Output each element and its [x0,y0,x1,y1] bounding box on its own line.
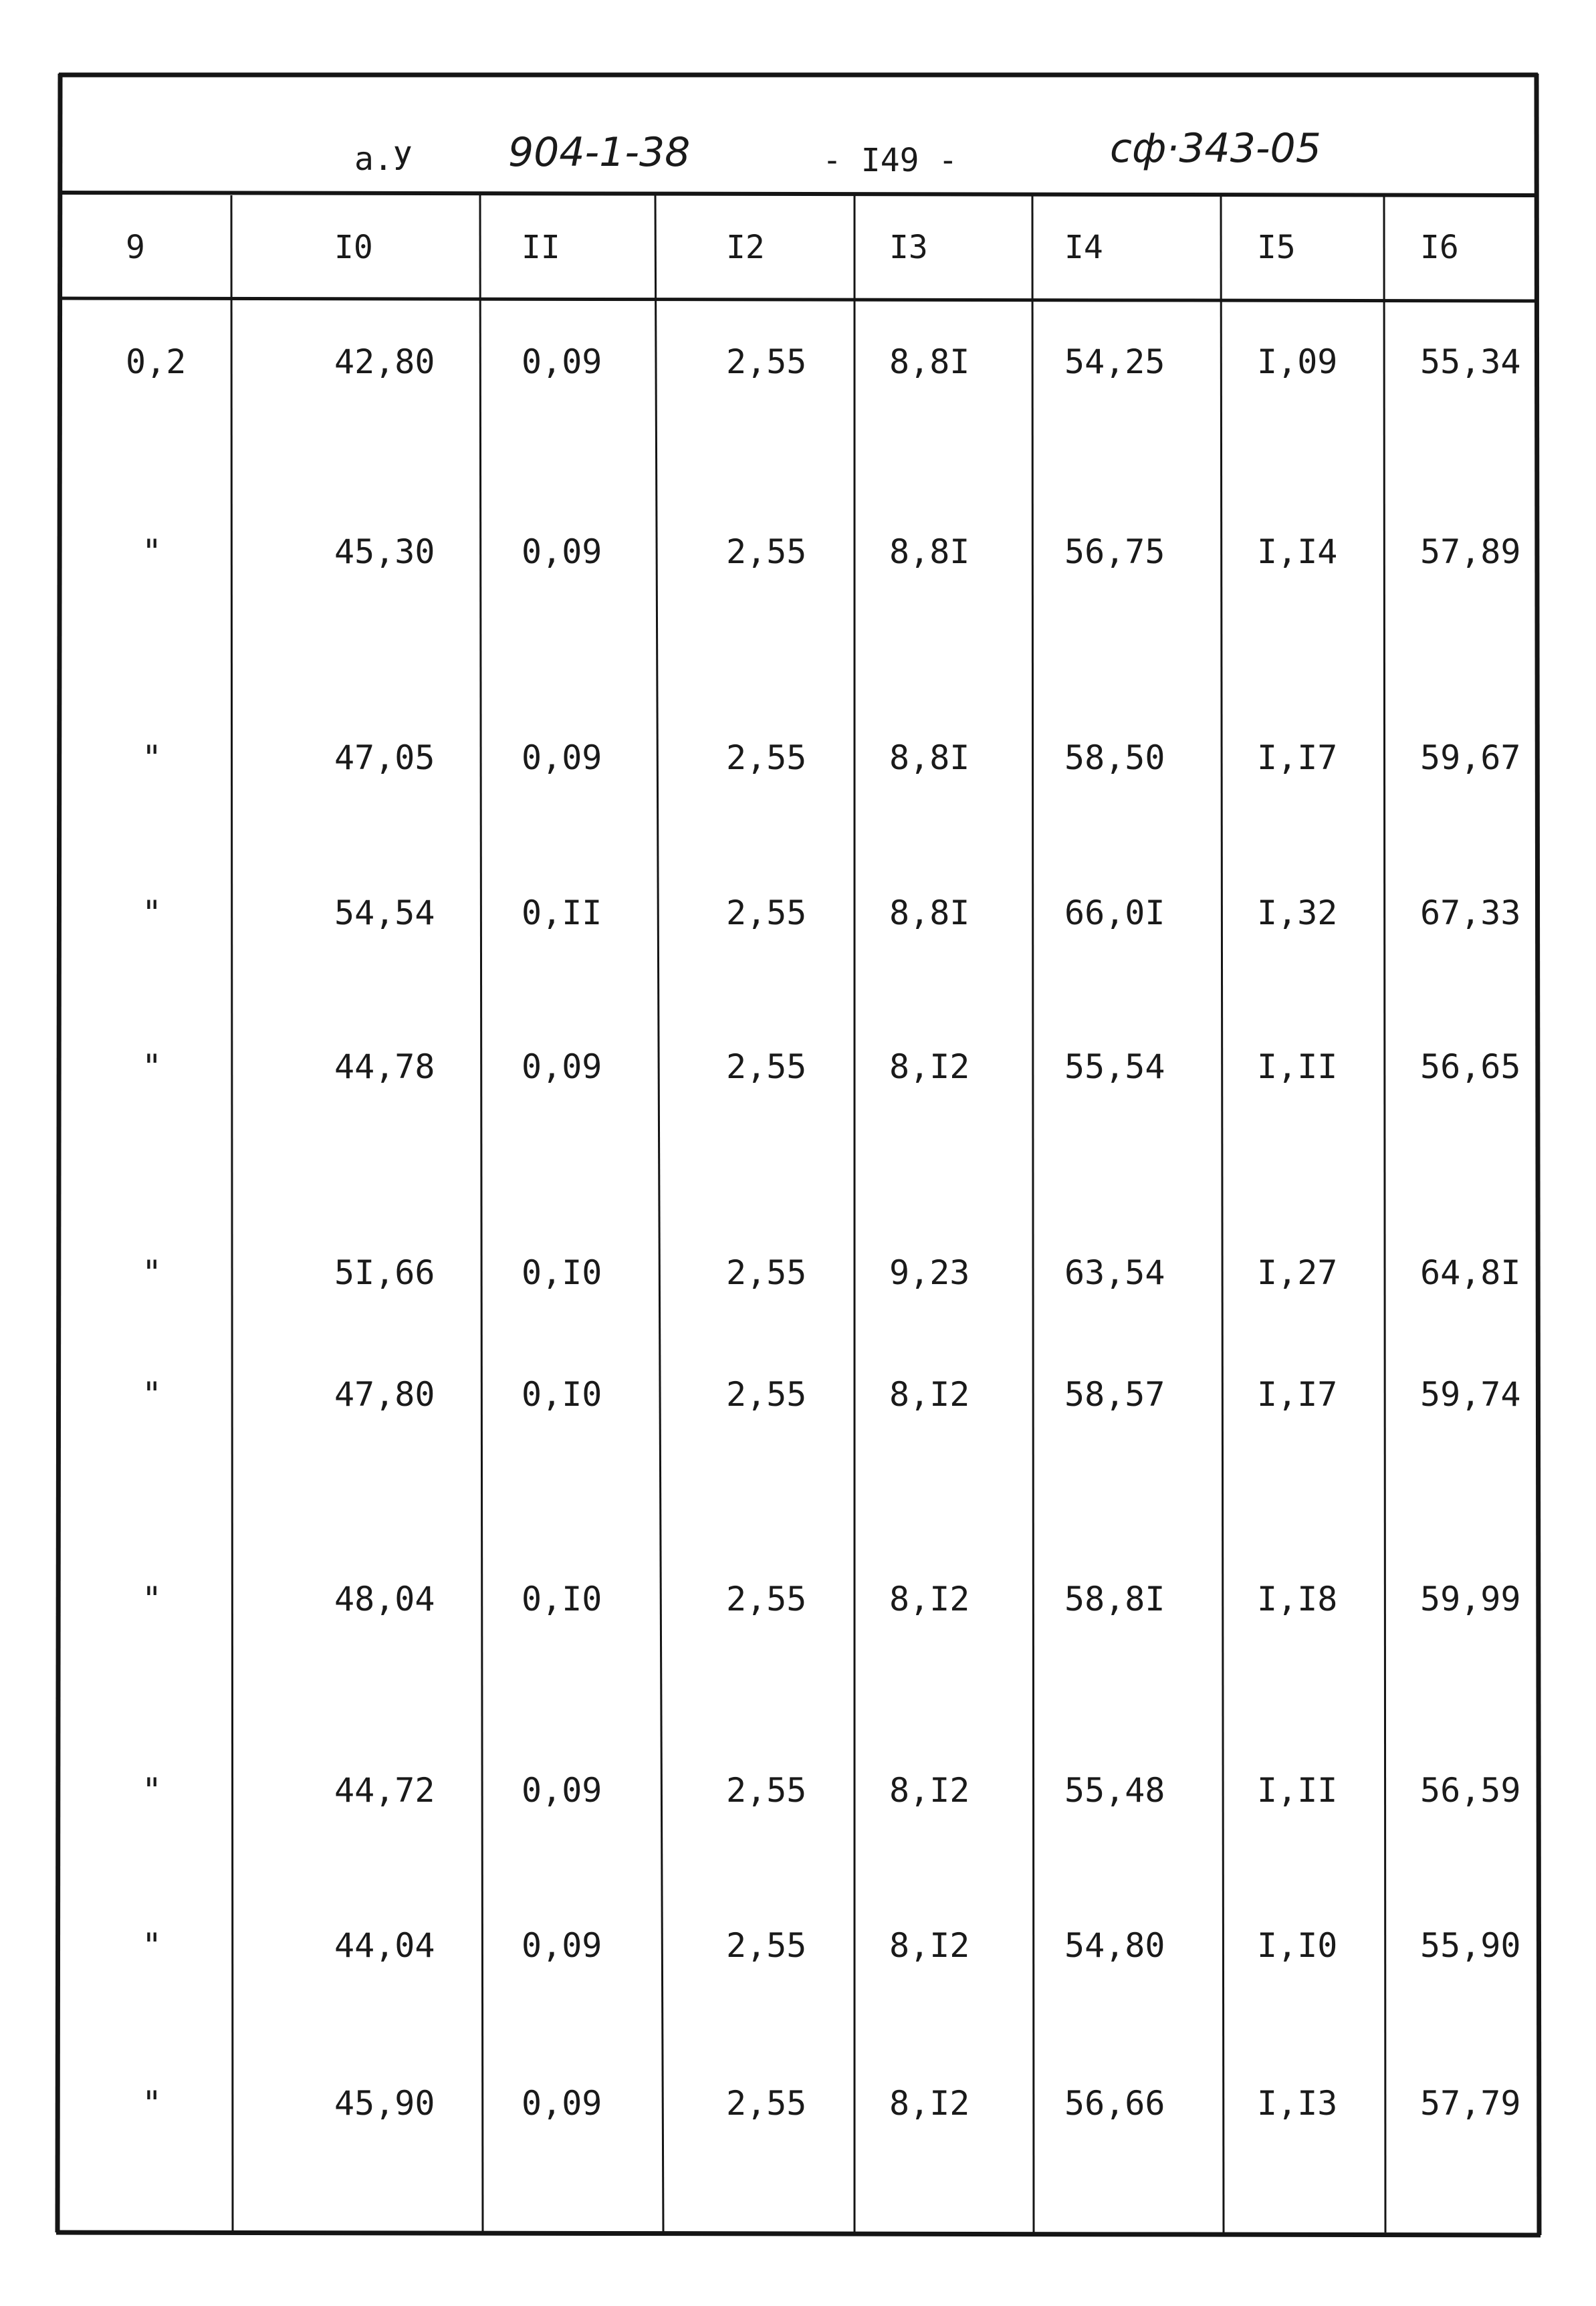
table-cell: 2,55 [726,1580,807,1618]
column-header: II [522,229,560,266]
table-cell: " [142,894,162,932]
table-cell: 2,55 [726,1926,807,1965]
sheet-code: сф·343-05 [1110,125,1321,172]
table-cell: 0,09 [522,2084,602,2123]
table-cell: I,I3 [1257,2084,1338,2123]
table-cell: 8,I2 [889,2084,970,2123]
table-frame [56,74,1541,2235]
table-cell: 2,55 [726,738,807,777]
table-cell: 0,09 [522,738,602,777]
table-cell: 44,72 [334,1771,435,1810]
table-cell: 8,8I [889,532,970,571]
column-header: I5 [1257,229,1296,266]
document-code: 904-1-38 [508,129,691,176]
column-header: 9 [126,229,145,266]
table-cell: 44,78 [334,1047,435,1086]
table-cell: 8,8I [889,894,970,932]
table-cell: " [142,1375,162,1414]
table-cell: 2,55 [726,1047,807,1086]
column-header-row [126,229,1459,266]
table-cell: 0,09 [522,1771,602,1810]
table-cell: I,I8 [1257,1580,1338,1618]
table-cell: 2,55 [726,1253,807,1292]
table-cell: 0,I0 [522,1253,602,1292]
column-header: I2 [726,229,765,266]
table-cell: 55,48 [1064,1771,1165,1810]
table-row [142,532,1521,571]
table-cell: 57,79 [1420,2084,1521,2123]
table-cell: 8,8I [889,738,970,777]
table-cell: 8,I2 [889,1580,970,1618]
table-cell: 45,30 [334,532,435,571]
column-header: I3 [889,229,928,266]
table-cell: 59,74 [1420,1375,1521,1414]
table-cell: 47,05 [334,738,435,777]
table-cell: I,II [1257,1047,1338,1086]
table-cell: 56,65 [1420,1047,1521,1086]
table-cell: 8,I2 [889,1771,970,1810]
table-cell: " [142,1580,162,1618]
table-cell: 5I,66 [334,1253,435,1292]
table-cell: 8,8I [889,342,970,381]
column-header: I0 [334,229,373,266]
table-cell: 45,90 [334,2084,435,2123]
table-cell: 0,09 [522,1926,602,1965]
table-cell: " [142,1926,162,1965]
table-cell: I,27 [1257,1253,1338,1292]
table-cell: " [142,1047,162,1086]
table-cell: 2,55 [726,2084,807,2123]
table-cell: 48,04 [334,1580,435,1618]
table-cell: I,09 [1257,342,1338,381]
table-cell: 54,25 [1064,342,1165,381]
table-cell: 54,54 [334,894,435,932]
table-row [142,1926,1521,1965]
table-row [142,1580,1521,1618]
table-row [142,1047,1521,1086]
table-cell: " [142,738,162,777]
table-cell: 0,09 [522,342,602,381]
table-row [126,342,1521,381]
table-cell: " [142,2084,162,2123]
table-cell: 0,09 [522,532,602,571]
page-header [354,125,1321,179]
table-cell: I,I7 [1257,1375,1338,1414]
table-cell: 8,I2 [889,1375,970,1414]
table-cell: 57,89 [1420,532,1521,571]
table-cell: 0,II [522,894,602,932]
table-cell: " [142,1253,162,1292]
table-row [142,1375,1521,1414]
table-row [142,738,1521,777]
table-cell: I,II [1257,1771,1338,1810]
table-cell: 66,0I [1064,894,1165,932]
table-cell: " [142,532,162,571]
table-cell: 0,I0 [522,1375,602,1414]
table-cell: 56,75 [1064,532,1165,571]
table-cell: 8,I2 [889,1047,970,1086]
table-cell: 2,55 [726,342,807,381]
table-cell: 58,50 [1064,738,1165,777]
table-cell: I,I0 [1257,1926,1338,1965]
table-cell: 8,I2 [889,1926,970,1965]
table-cell: 55,54 [1064,1047,1165,1086]
table-cell: 9,23 [889,1253,970,1292]
table-cell: 0,I0 [522,1580,602,1618]
column-header: I4 [1064,229,1103,266]
table-cell: 59,99 [1420,1580,1521,1618]
table-cell: 55,34 [1420,342,1521,381]
table-cell: 2,55 [726,1771,807,1810]
table-cell: 67,33 [1420,894,1521,932]
table-cell: I,I7 [1257,738,1338,777]
table-cell: " [142,1771,162,1810]
table-cell: 47,80 [334,1375,435,1414]
table-row [142,1771,1521,1810]
table-cell: 54,80 [1064,1926,1165,1965]
table-cell: 0,09 [522,1047,602,1086]
table-cell: 58,8I [1064,1580,1165,1618]
table-cell: 55,90 [1420,1926,1521,1965]
table-body [126,342,1521,2123]
header-left-label: a.У [354,140,413,178]
table-row [142,1253,1521,1292]
table-cell: I,32 [1257,894,1338,932]
table-cell: I,I4 [1257,532,1338,571]
table-cell: 56,66 [1064,2084,1165,2123]
table-row [142,2084,1521,2123]
table-cell: 58,57 [1064,1375,1165,1414]
column-header: I6 [1420,229,1459,266]
table-cell: 56,59 [1420,1771,1521,1810]
page-number: - I49 - [822,142,958,179]
table-cell: 63,54 [1064,1253,1165,1292]
table-cell: 2,55 [726,1375,807,1414]
table-cell: 2,55 [726,894,807,932]
table-cell: 2,55 [726,532,807,571]
table-row [142,894,1521,932]
table-cell: 44,04 [334,1926,435,1965]
table-cell: 59,67 [1420,738,1521,777]
table-cell: 0,2 [126,342,187,381]
table-cell: 42,80 [334,342,435,381]
table-cell: 64,8I [1420,1253,1521,1292]
